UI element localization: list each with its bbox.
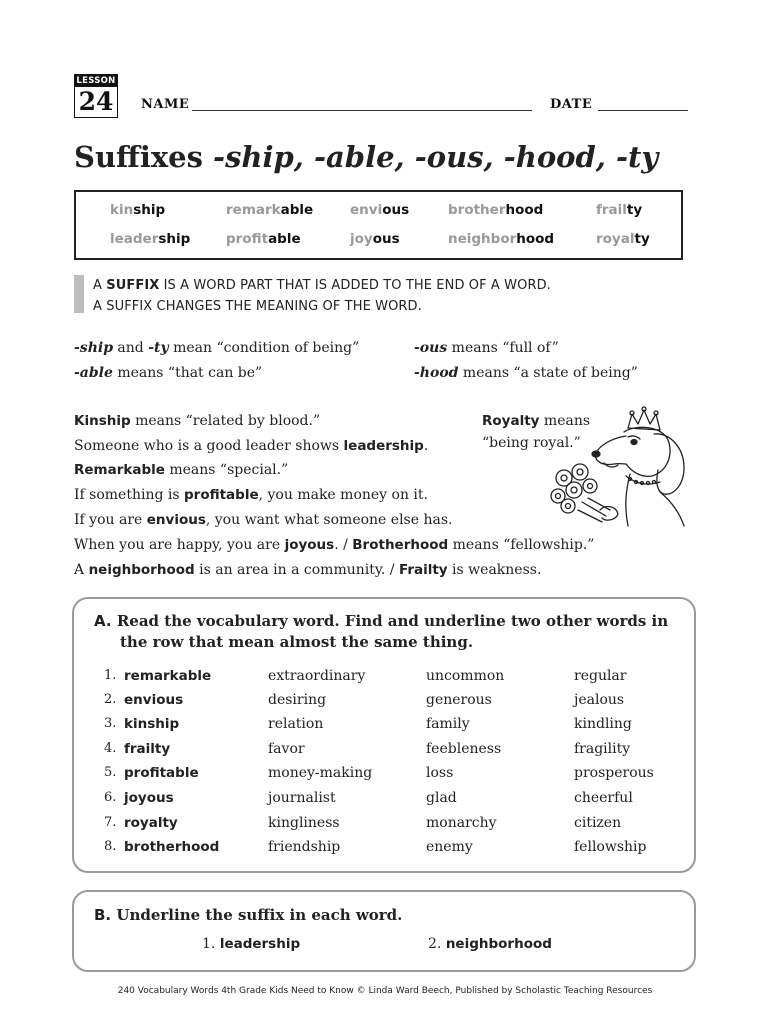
exercise-row: 5. profitable money-making loss prosperous bbox=[104, 765, 654, 781]
vocab-word: frailty bbox=[124, 741, 171, 757]
word-box-item: leadership bbox=[110, 231, 191, 247]
vocab-word: kinship bbox=[124, 716, 180, 732]
lesson-number: 24 bbox=[78, 87, 114, 116]
section-b-box bbox=[72, 890, 696, 972]
choice-word[interactable]: fellowship bbox=[574, 839, 647, 855]
word-box-item: brotherhood bbox=[448, 202, 544, 218]
choice-word[interactable]: family bbox=[426, 716, 470, 732]
paragraph-line: Remarkable means “special.” bbox=[74, 462, 289, 478]
choice-word[interactable]: generous bbox=[426, 692, 492, 708]
date-label: DATE bbox=[550, 97, 593, 112]
choice-word[interactable]: extraordinary bbox=[268, 668, 366, 684]
word-box-item: neighborhood bbox=[448, 231, 555, 247]
section-a-instruction-line1: A. Read the vocabulary word. Find and underline two other words in bbox=[94, 612, 669, 630]
choice-word[interactable]: money-making bbox=[268, 765, 373, 781]
vocab-word: brotherhood bbox=[124, 839, 220, 855]
vocab-word: remarkable bbox=[124, 668, 212, 684]
word-box-item: remarkable bbox=[226, 202, 314, 218]
title-prefix: Suffixes bbox=[74, 140, 203, 174]
paragraph-line: Kinship means “related by blood.” bbox=[74, 413, 321, 429]
paragraph-line: Royalty means bbox=[482, 413, 591, 429]
vocab-word: royalty bbox=[124, 815, 178, 831]
paragraph-line: If something is profitable, you make money on it. bbox=[74, 487, 428, 503]
word-box-item: frailty bbox=[596, 202, 643, 218]
date-field[interactable] bbox=[598, 110, 688, 111]
vocab-word: envious bbox=[124, 692, 184, 708]
exercise-row: 8. brotherhood friendship enemy fellowship bbox=[104, 839, 647, 855]
note-bar bbox=[74, 275, 84, 313]
exercise-row: 4. frailty favor feebleness fragility bbox=[104, 741, 631, 757]
choice-word[interactable]: citizen bbox=[574, 815, 622, 831]
definition-hood: -hood means “a state of being” bbox=[414, 365, 638, 381]
exercise-row: 2. envious desiring generous jealous bbox=[104, 692, 625, 708]
choice-word[interactable]: journalist bbox=[268, 790, 336, 806]
exercise-row: 3. kinship relation family kindling bbox=[104, 716, 632, 732]
lesson-label: LESSON bbox=[76, 76, 116, 86]
lesson-badge bbox=[74, 74, 118, 118]
paragraph-line: When you are happy, you are joyous. / Brotherhood means “fellowship.” bbox=[74, 537, 595, 553]
section-b-instruction: B. Underline the suffix in each word. bbox=[94, 906, 403, 924]
choice-word[interactable]: kindling bbox=[574, 716, 632, 732]
paragraph-line: A neighborhood is an area in a community. / Frailty is weakness. bbox=[74, 562, 542, 578]
choice-word[interactable]: enemy bbox=[426, 839, 473, 855]
suffix-note-line2: A SUFFIX CHANGES THE MEANING OF THE WORD. bbox=[93, 299, 422, 314]
page-title bbox=[74, 140, 658, 174]
word-box-item: joyous bbox=[350, 231, 400, 247]
choice-word[interactable]: friendship bbox=[268, 839, 341, 855]
definition-ship-ty: -ship and -ty mean “condition of being” bbox=[74, 340, 360, 356]
section-b-item[interactable]: 1. leadership bbox=[202, 936, 301, 952]
choice-word[interactable]: prosperous bbox=[574, 765, 654, 781]
word-box bbox=[74, 190, 683, 260]
vocab-word: profitable bbox=[124, 765, 199, 781]
definition-ous: -ous means “full of” bbox=[414, 340, 559, 356]
choice-word[interactable]: desiring bbox=[268, 692, 327, 708]
word-box-item: royalty bbox=[596, 231, 650, 247]
choice-word[interactable]: jealous bbox=[574, 692, 625, 708]
section-a-box bbox=[72, 597, 696, 873]
choice-word[interactable]: regular bbox=[574, 668, 627, 684]
title-suffixes: -ship, -able, -ous, -hood, -ty bbox=[213, 140, 659, 174]
name-label: NAME bbox=[141, 97, 190, 112]
exercise-row: 1. remarkable extraordinary uncommon regular bbox=[104, 668, 627, 684]
choice-word[interactable]: kingliness bbox=[268, 815, 340, 831]
choice-word[interactable]: favor bbox=[268, 741, 305, 757]
choice-word[interactable]: relation bbox=[268, 716, 324, 732]
paragraph-line: “being royal.” bbox=[482, 435, 581, 451]
choice-word[interactable]: monarchy bbox=[426, 815, 497, 831]
name-field[interactable] bbox=[192, 110, 532, 111]
paragraph-line: If you are envious, you want what someone else has. bbox=[74, 512, 453, 528]
choice-word[interactable]: loss bbox=[426, 765, 454, 781]
choice-word[interactable]: fragility bbox=[574, 741, 631, 757]
exercise-row: 7. royalty kingliness monarchy citizen bbox=[104, 815, 622, 831]
paragraph-line: Someone who is a good leader shows leadership. bbox=[74, 438, 429, 454]
choice-word[interactable]: glad bbox=[426, 790, 457, 806]
choice-word[interactable]: uncommon bbox=[426, 668, 505, 684]
section-a-instruction-line2: the row that mean almost the same thing. bbox=[120, 633, 474, 651]
word-box-item: kinship bbox=[110, 202, 166, 218]
vocab-word: joyous bbox=[124, 790, 174, 806]
section-b-item[interactable]: 2. neighborhood bbox=[428, 936, 552, 952]
word-box-item: profitable bbox=[226, 231, 301, 247]
word-box-item: envious bbox=[350, 202, 410, 218]
choice-word[interactable]: cheerful bbox=[574, 790, 633, 806]
choice-word[interactable]: feebleness bbox=[426, 741, 502, 757]
footer-credit: 240 Vocabulary Words 4th Grade Kids Need to Know © Linda Ward Beech, Published by Scholastic Teaching Resources bbox=[117, 986, 653, 996]
royal-dog-illustration bbox=[544, 406, 694, 528]
exercise-row: 6. joyous journalist glad cheerful bbox=[104, 790, 633, 806]
suffix-note-line1: A SUFFIX IS A WORD PART THAT IS ADDED TO THE END OF A WORD. bbox=[93, 278, 551, 293]
definition-able: -able means “that can be” bbox=[74, 365, 263, 381]
